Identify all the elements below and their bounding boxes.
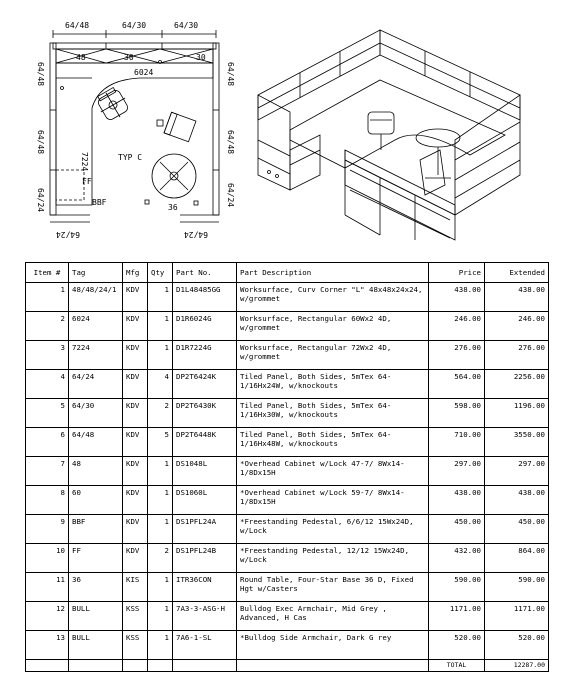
plan-label-bottom-right: 64/24 bbox=[183, 230, 208, 239]
cell-item: 3 bbox=[26, 341, 69, 370]
table-row bbox=[26, 631, 549, 660]
header-part-no: Part No. bbox=[173, 263, 237, 283]
cell-price: 438.00 bbox=[429, 486, 485, 515]
plan-label-30a: 30 bbox=[124, 53, 134, 62]
cell-price: 297.00 bbox=[429, 457, 485, 486]
cell-part-no: DS1PFL24A bbox=[173, 515, 237, 544]
cell-description: *Bulldog Side Armchair, Dark G rey bbox=[237, 631, 429, 660]
cell-item: 7 bbox=[26, 457, 69, 486]
table-row bbox=[26, 370, 549, 399]
table-row bbox=[26, 457, 549, 486]
cell-qty: 1 bbox=[148, 602, 173, 631]
cell-description: Worksurface, Curv Corner "L" 48x48x24x24, w/grommet bbox=[237, 283, 429, 312]
cell-description: Tiled Panel, Both Sides, 5mTex 64-1/16Hx24W, w/knockouts bbox=[237, 370, 429, 399]
plan-label-ff: FF bbox=[82, 177, 92, 186]
cell-mfg: KDV bbox=[123, 457, 148, 486]
cell-price: 450.00 bbox=[429, 515, 485, 544]
cell-price: 520.00 bbox=[429, 631, 485, 660]
cell-tag: FF bbox=[69, 544, 123, 573]
cell-price: 1171.00 bbox=[429, 602, 485, 631]
cell-extended: 864.00 bbox=[485, 544, 549, 573]
cell-description: Tiled Panel, Both Sides, 5mTex 64-1/16Hx48W, w/knockouts bbox=[237, 428, 429, 457]
cell-description: Round Table, Four-Star Base 36 D, Fixed Hgt w/Casters bbox=[237, 573, 429, 602]
cell-extended: 450.00 bbox=[485, 515, 549, 544]
plan-label-top1: 64/48 bbox=[65, 21, 90, 30]
cell-part-no: DS1048L bbox=[173, 457, 237, 486]
cell-part-no: DP2T6448K bbox=[173, 428, 237, 457]
total-blank bbox=[148, 660, 173, 672]
cell-qty: 1 bbox=[148, 312, 173, 341]
cell-item: 5 bbox=[26, 399, 69, 428]
cell-description: *Overhead Cabinet w/Lock 47-7/ 8Wx14-1/8Dx15H bbox=[237, 457, 429, 486]
cell-part-no: D1R7224G bbox=[173, 341, 237, 370]
total-row bbox=[26, 660, 549, 672]
cell-description: Worksurface, Rectangular 72Wx2 4D, w/grommet bbox=[237, 341, 429, 370]
cell-extended: 2256.00 bbox=[485, 370, 549, 399]
cell-item: 11 bbox=[26, 573, 69, 602]
cell-qty: 1 bbox=[148, 486, 173, 515]
cell-mfg: KDV bbox=[123, 515, 148, 544]
table-row bbox=[26, 283, 549, 312]
table-header-row bbox=[26, 263, 549, 283]
cell-price: 710.00 bbox=[429, 428, 485, 457]
cell-mfg: KDV bbox=[123, 341, 148, 370]
cell-price: 432.00 bbox=[429, 544, 485, 573]
cell-mfg: KDV bbox=[123, 399, 148, 428]
plan-label-desk-top: 6024 bbox=[134, 68, 154, 77]
plan-label-right1: 64/48 bbox=[226, 62, 235, 87]
cell-tag: BULL bbox=[69, 631, 123, 660]
cell-part-no: 7A3-3-ASG-H bbox=[173, 602, 237, 631]
cell-part-no: DP2T6430K bbox=[173, 399, 237, 428]
cell-price: 276.00 bbox=[429, 341, 485, 370]
total-value: 12287.00 bbox=[485, 660, 549, 672]
cell-qty: 1 bbox=[148, 631, 173, 660]
plan-label-desk-left: 7224 bbox=[80, 152, 89, 172]
total-blank bbox=[26, 660, 69, 672]
header-mfg: Mfg bbox=[123, 263, 148, 283]
plan-label-left3: 64/24 bbox=[36, 188, 45, 213]
plan-label-left1: 64/48 bbox=[36, 62, 45, 87]
plan-label-top3: 64/30 bbox=[174, 21, 199, 30]
cell-item: 6 bbox=[26, 428, 69, 457]
parts-schedule-table bbox=[25, 262, 549, 672]
cell-description: *Freestanding Pedestal, 12/12 15Wx24D, w/Lock bbox=[237, 544, 429, 573]
cell-tag: 64/48 bbox=[69, 428, 123, 457]
table-row bbox=[26, 399, 549, 428]
cell-extended: 438.00 bbox=[485, 486, 549, 515]
plan-label-typ: TYP C bbox=[118, 153, 143, 162]
cell-extended: 246.00 bbox=[485, 312, 549, 341]
cell-qty: 1 bbox=[148, 457, 173, 486]
cell-qty: 4 bbox=[148, 370, 173, 399]
plan-label-right2: 64/48 bbox=[226, 130, 235, 155]
plan-label-30b: 30 bbox=[196, 53, 206, 62]
cell-item: 2 bbox=[26, 312, 69, 341]
cell-part-no: DS1PFL24B bbox=[173, 544, 237, 573]
cell-qty: 1 bbox=[148, 515, 173, 544]
table-row bbox=[26, 602, 549, 631]
cell-item: 4 bbox=[26, 370, 69, 399]
cell-mfg: KDV bbox=[123, 283, 148, 312]
cell-description: *Overhead Cabinet w/Lock 59-7/ 8Wx14-1/8Dx15H bbox=[237, 486, 429, 515]
cell-part-no: DS1060L bbox=[173, 486, 237, 515]
table-row bbox=[26, 544, 549, 573]
table-row bbox=[26, 515, 549, 544]
header-item: Item # bbox=[26, 263, 69, 283]
total-blank bbox=[237, 660, 429, 672]
plan-label-48: 48 bbox=[76, 53, 86, 62]
cell-description: *Freestanding Pedestal, 6/6/12 15Wx24D, w/Lock bbox=[237, 515, 429, 544]
cell-part-no: D1L48485GG bbox=[173, 283, 237, 312]
cell-item: 8 bbox=[26, 486, 69, 515]
cell-tag: 6024 bbox=[69, 312, 123, 341]
isometric-view bbox=[258, 30, 520, 240]
table-row bbox=[26, 486, 549, 515]
cell-extended: 438.00 bbox=[485, 283, 549, 312]
cell-qty: 1 bbox=[148, 341, 173, 370]
cell-item: 13 bbox=[26, 631, 69, 660]
cell-tag: BBF bbox=[69, 515, 123, 544]
cell-item: 12 bbox=[26, 602, 69, 631]
plan-label-left2: 64/48 bbox=[36, 130, 45, 155]
cell-description: Tiled Panel, Both Sides, 5mTex 64-1/16Hx30W, w/knockouts bbox=[237, 399, 429, 428]
cell-mfg: KDV bbox=[123, 370, 148, 399]
cell-description: Bulldog Exec Armchair, Mid Grey , Advanced, H Cas bbox=[237, 602, 429, 631]
cell-mfg: KSS bbox=[123, 631, 148, 660]
cell-price: 438.00 bbox=[429, 283, 485, 312]
cell-tag: 64/30 bbox=[69, 399, 123, 428]
header-price: Price bbox=[429, 263, 485, 283]
total-blank bbox=[69, 660, 123, 672]
total-label: TOTAL bbox=[429, 660, 485, 672]
total-blank bbox=[123, 660, 148, 672]
cell-tag: 48 bbox=[69, 457, 123, 486]
cell-part-no: DP2T6424K bbox=[173, 370, 237, 399]
table-row bbox=[26, 573, 549, 602]
cell-item: 1 bbox=[26, 283, 69, 312]
header-description: Part Description bbox=[237, 263, 429, 283]
cell-extended: 590.00 bbox=[485, 573, 549, 602]
table-row bbox=[26, 428, 549, 457]
total-blank bbox=[173, 660, 237, 672]
header-qty: Qty bbox=[148, 263, 173, 283]
cell-item: 9 bbox=[26, 515, 69, 544]
cell-tag: BULL bbox=[69, 602, 123, 631]
header-tag: Tag bbox=[69, 263, 123, 283]
header-extended: Extended bbox=[485, 263, 549, 283]
cell-mfg: KDV bbox=[123, 486, 148, 515]
cell-extended: 276.00 bbox=[485, 341, 549, 370]
plan-label-bottom-left: 64/24 bbox=[55, 230, 80, 239]
cell-price: 246.00 bbox=[429, 312, 485, 341]
cell-tag: 36 bbox=[69, 573, 123, 602]
cell-extended: 1196.00 bbox=[485, 399, 549, 428]
cell-qty: 5 bbox=[148, 428, 173, 457]
cell-item: 10 bbox=[26, 544, 69, 573]
plan-label-bbf: BBF bbox=[92, 198, 107, 207]
cell-tag: 64/24 bbox=[69, 370, 123, 399]
cell-qty: 2 bbox=[148, 544, 173, 573]
drawings-area bbox=[0, 0, 568, 250]
cell-price: 564.00 bbox=[429, 370, 485, 399]
cell-extended: 3550.00 bbox=[485, 428, 549, 457]
cell-mfg: KDV bbox=[123, 428, 148, 457]
cell-description: Worksurface, Rectangular 60Wx2 4D, w/grommet bbox=[237, 312, 429, 341]
cell-tag: 60 bbox=[69, 486, 123, 515]
cell-mfg: KIS bbox=[123, 573, 148, 602]
cell-mfg: KDV bbox=[123, 544, 148, 573]
cell-part-no: 7A6-1-SL bbox=[173, 631, 237, 660]
cell-mfg: KDV bbox=[123, 312, 148, 341]
cell-qty: 1 bbox=[148, 573, 173, 602]
plan-label-36: 36 bbox=[168, 203, 178, 212]
cell-qty: 1 bbox=[148, 283, 173, 312]
cell-tag: 48/48/24/1 bbox=[69, 283, 123, 312]
table-row bbox=[26, 341, 549, 370]
plan-label-top2: 64/30 bbox=[122, 21, 147, 30]
cell-extended: 520.00 bbox=[485, 631, 549, 660]
cell-price: 590.00 bbox=[429, 573, 485, 602]
cell-extended: 297.00 bbox=[485, 457, 549, 486]
plan-label-right3: 64/24 bbox=[226, 183, 235, 208]
cell-qty: 2 bbox=[148, 399, 173, 428]
cell-price: 598.00 bbox=[429, 399, 485, 428]
cell-tag: 7224 bbox=[69, 341, 123, 370]
plan-labels bbox=[36, 21, 235, 239]
cell-extended: 1171.00 bbox=[485, 602, 549, 631]
cell-part-no: ITR36CON bbox=[173, 573, 237, 602]
cell-mfg: KSS bbox=[123, 602, 148, 631]
table-row bbox=[26, 312, 549, 341]
table-body bbox=[26, 283, 549, 672]
cell-part-no: D1R6024G bbox=[173, 312, 237, 341]
